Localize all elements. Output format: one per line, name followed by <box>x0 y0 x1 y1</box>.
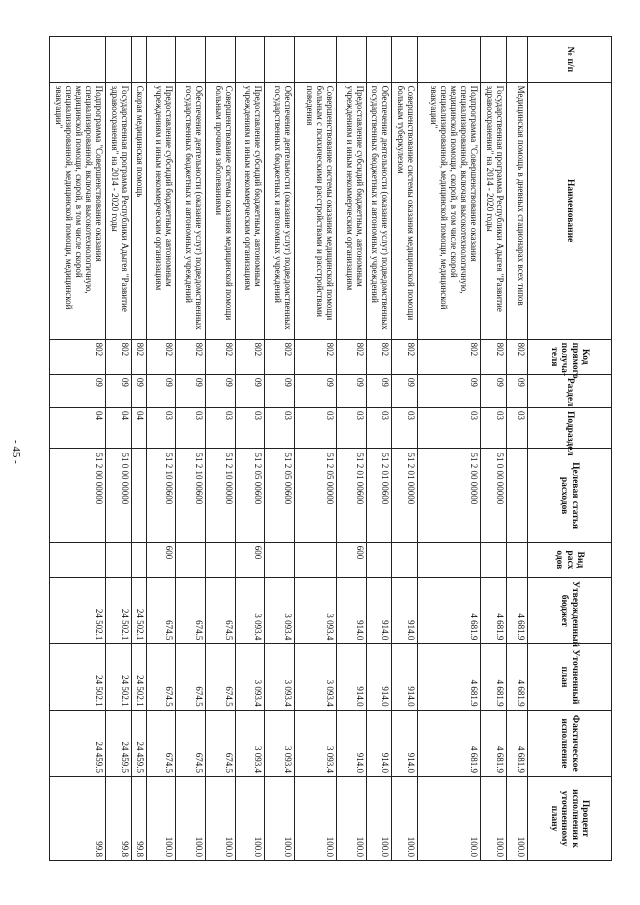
row-actual-execution: 914.0 <box>337 710 367 776</box>
row-refined-plan: 4 681.9 <box>506 644 527 710</box>
row-refined-plan: 3 093.4 <box>265 644 295 710</box>
table-row <box>50 37 106 861</box>
row-podrazdel: 03 <box>337 408 367 449</box>
row-expense-type <box>176 542 206 577</box>
row-name: Совершенствование системы оказания медицинской помощи больным туберкулезом <box>392 82 417 339</box>
row-no <box>265 37 295 83</box>
row-actual-execution: 674.5 <box>146 710 176 776</box>
row-podrazdel: 03 <box>294 408 336 449</box>
row-name: Предоставление субсидий бюджетным, автономным учреждениям и иным некоммерческим организациям <box>337 82 367 339</box>
row-percent: 99.8 <box>106 776 131 860</box>
row-code: 802 <box>506 339 527 374</box>
row-target-article: 51 2 01 00600 <box>337 449 367 542</box>
row-code: 802 <box>366 339 391 374</box>
row-no <box>481 37 506 83</box>
row-refined-plan: 4 681.9 <box>481 644 506 710</box>
header-razdel: Раздел <box>528 374 612 407</box>
row-razdel: 09 <box>235 374 265 407</box>
row-no <box>50 37 106 83</box>
row-approved-budget: 914.0 <box>337 577 367 643</box>
row-razdel: 09 <box>392 374 417 407</box>
row-approved-budget: 914.0 <box>392 577 417 643</box>
row-podrazdel: 04 <box>106 408 131 449</box>
table-row <box>366 37 391 861</box>
table-row <box>392 37 417 861</box>
row-name: Государственная программа Республики Адыгея "Развитие здравоохранения" на 2014 - 2020 годы <box>106 82 131 339</box>
row-target-article: 51 2 10 00600 <box>146 449 176 542</box>
row-no <box>392 37 417 83</box>
row-razdel: 09 <box>337 374 367 407</box>
row-approved-budget: 674.5 <box>146 577 176 643</box>
row-approved-budget: 674.5 <box>176 577 206 643</box>
row-podrazdel: 03 <box>366 408 391 449</box>
row-name: Предоставление субсидий бюджетным, автономным учреждениям и иным некоммерческим организациям <box>146 82 176 339</box>
row-refined-plan: 3 093.4 <box>294 644 336 710</box>
row-podrazdel: 03 <box>205 408 235 449</box>
row-actual-execution: 3 093.4 <box>294 710 336 776</box>
row-no <box>506 37 527 83</box>
row-expense-type <box>506 542 527 577</box>
row-approved-budget: 4 681.9 <box>417 577 481 643</box>
row-actual-execution: 4 681.9 <box>481 710 506 776</box>
header-name: Наименование <box>528 82 612 339</box>
row-percent: 100.0 <box>265 776 295 860</box>
row-razdel: 09 <box>131 374 146 407</box>
header-approved-budget: Утвержденный бюджет <box>528 577 612 643</box>
row-name: Обеспечение деятельности (оказание услуг) подведомственных государственных бюджетных и автономных учреждений <box>176 82 206 339</box>
row-no <box>146 37 176 83</box>
row-name: Обеспечение деятельности (оказание услуг) подведомственных государственных бюджетных и автономных учреждений <box>265 82 295 339</box>
row-code: 802 <box>205 339 235 374</box>
row-code: 802 <box>417 339 481 374</box>
row-approved-budget: 914.0 <box>366 577 391 643</box>
header-expense-type: Вид расх одов <box>528 542 612 577</box>
row-code: 802 <box>131 339 146 374</box>
row-no <box>337 37 367 83</box>
row-name: Совершенствование системы оказания медицинской помощи больным с психическими расстройствами и расстройствами поведения <box>294 82 336 339</box>
row-approved-budget: 24 502.1 <box>106 577 131 643</box>
row-target-article: 51 2 01 00600 <box>366 449 391 542</box>
header-target-article: Целевая статья расходов <box>528 449 612 542</box>
row-expense-type <box>106 542 131 577</box>
row-percent: 100.0 <box>392 776 417 860</box>
row-podrazdel: 03 <box>265 408 295 449</box>
row-code: 802 <box>481 339 506 374</box>
row-target-article <box>131 449 146 542</box>
row-expense-type <box>131 542 146 577</box>
table-row <box>146 37 176 861</box>
row-name: Государственная программа Республики Адыгея "Развитие здравоохранения" на 2014 - 2020 годы <box>481 82 506 339</box>
row-no <box>176 37 206 83</box>
row-no <box>106 37 131 83</box>
row-no <box>294 37 336 83</box>
row-expense-type: 600 <box>337 542 367 577</box>
table-row <box>265 37 295 861</box>
row-razdel: 09 <box>146 374 176 407</box>
row-no <box>205 37 235 83</box>
row-name: Совершенствование системы оказания медицинской помощи больным прочими заболеваниями <box>205 82 235 339</box>
row-razdel: 09 <box>294 374 336 407</box>
table-row <box>417 37 481 861</box>
row-expense-type <box>481 542 506 577</box>
row-actual-execution: 24 459.5 <box>131 710 146 776</box>
row-actual-execution: 914.0 <box>392 710 417 776</box>
row-code: 802 <box>337 339 367 374</box>
row-code: 802 <box>294 339 336 374</box>
row-razdel: 09 <box>205 374 235 407</box>
header-podrazdel: Подраздел <box>528 408 612 449</box>
row-refined-plan: 24 502.1 <box>106 644 131 710</box>
row-razdel: 09 <box>417 374 481 407</box>
row-refined-plan: 674.5 <box>146 644 176 710</box>
table-row <box>506 37 527 861</box>
budget-table <box>49 36 612 861</box>
row-name: Предоставление субсидий бюджетным, автономным учреждениям и иным некоммерческим организациям <box>235 82 265 339</box>
row-target-article: 51 2 10 00000 <box>205 449 235 542</box>
row-podrazdel: 03 <box>235 408 265 449</box>
row-expense-type <box>366 542 391 577</box>
row-refined-plan: 914.0 <box>366 644 391 710</box>
row-target-article: 51 2 05 00000 <box>294 449 336 542</box>
row-actual-execution: 674.5 <box>205 710 235 776</box>
row-approved-budget: 674.5 <box>205 577 235 643</box>
row-expense-type <box>392 542 417 577</box>
table-row <box>106 37 131 861</box>
row-approved-budget: 3 093.4 <box>294 577 336 643</box>
row-refined-plan: 4 681.9 <box>417 644 481 710</box>
row-actual-execution: 4 681.9 <box>417 710 481 776</box>
row-podrazdel: 03 <box>146 408 176 449</box>
row-no <box>235 37 265 83</box>
row-refined-plan: 24 502.1 <box>50 644 106 710</box>
row-expense-type <box>294 542 336 577</box>
row-razdel: 09 <box>481 374 506 407</box>
row-percent: 100.0 <box>205 776 235 860</box>
header-code: Код прямого получа-теля <box>528 339 612 374</box>
row-target-article: 51 2 01 00000 <box>392 449 417 542</box>
row-podrazdel: 03 <box>417 408 481 449</box>
row-podrazdel: 03 <box>506 408 527 449</box>
table-row <box>235 37 265 861</box>
row-target-article: 51 2 05 00600 <box>235 449 265 542</box>
row-code: 802 <box>265 339 295 374</box>
row-target-article: 51 0 00 00000 <box>481 449 506 542</box>
row-no <box>131 37 146 83</box>
table-row <box>131 37 146 861</box>
row-no <box>366 37 391 83</box>
row-target-article: 51 0 00 00000 <box>106 449 131 542</box>
row-actual-execution: 3 093.4 <box>265 710 295 776</box>
row-target-article: 51 2 00 00000 <box>417 449 481 542</box>
row-percent: 100.0 <box>146 776 176 860</box>
row-target-article: 51 2 00 00000 <box>50 449 106 542</box>
row-code: 802 <box>50 339 106 374</box>
table-row <box>176 37 206 861</box>
row-actual-execution: 24 459.5 <box>106 710 131 776</box>
row-refined-plan: 3 093.4 <box>235 644 265 710</box>
row-percent: 100.0 <box>366 776 391 860</box>
row-expense-type <box>265 542 295 577</box>
row-code: 802 <box>235 339 265 374</box>
row-refined-plan: 674.5 <box>205 644 235 710</box>
table-header-row <box>528 37 612 861</box>
row-code: 802 <box>392 339 417 374</box>
row-actual-execution: 3 093.4 <box>235 710 265 776</box>
row-podrazdel: 04 <box>131 408 146 449</box>
row-razdel: 09 <box>176 374 206 407</box>
row-expense-type <box>205 542 235 577</box>
header-refined-plan: Уточненный план <box>528 644 612 710</box>
row-razdel: 09 <box>366 374 391 407</box>
table-row <box>294 37 336 861</box>
row-razdel: 09 <box>106 374 131 407</box>
row-podrazdel: 03 <box>392 408 417 449</box>
row-podrazdel: 04 <box>50 408 106 449</box>
row-expense-type <box>50 542 106 577</box>
table-row <box>481 37 506 861</box>
row-refined-plan: 674.5 <box>176 644 206 710</box>
row-percent: 100.0 <box>294 776 336 860</box>
header-no: № п/п <box>528 37 612 83</box>
header-actual-execution: Фактическое исполнение <box>528 710 612 776</box>
row-actual-execution: 24 459.5 <box>50 710 106 776</box>
row-name: Подпрограмма "Совершенствование оказания специализированной, включая высокотехнологичную, медицинской помощи, скорой, в том числе скорой специализированной, медицинской помощи, медицинской эвакуации" <box>417 82 481 339</box>
row-actual-execution: 4 681.9 <box>506 710 527 776</box>
row-name: Подпрограмма "Совершенствование оказания специализированной, включая высокотехнологичную, медицинской помощи, скорой, в том числе скорой специализированной, медицинской помощи, медицинской эвакуации" <box>50 82 106 339</box>
row-percent: 99.8 <box>131 776 146 860</box>
row-percent: 100.0 <box>506 776 527 860</box>
row-razdel: 09 <box>506 374 527 407</box>
header-percent: Процент исполнения к уточненному плану <box>528 776 612 860</box>
row-percent: 100.0 <box>337 776 367 860</box>
row-target-article: 51 2 05 00600 <box>265 449 295 542</box>
row-percent: 99.8 <box>50 776 106 860</box>
row-actual-execution: 674.5 <box>176 710 206 776</box>
page-number: - 45 - <box>10 440 22 464</box>
row-code: 802 <box>176 339 206 374</box>
row-name: Обеспечение деятельности (оказание услуг) подведомственных государственных бюджетных и автономных учреждений <box>366 82 391 339</box>
row-approved-budget: 4 681.9 <box>481 577 506 643</box>
row-approved-budget: 3 093.4 <box>235 577 265 643</box>
row-name: Скорая медицинская помощь <box>131 82 146 339</box>
row-razdel: 09 <box>265 374 295 407</box>
row-code: 802 <box>106 339 131 374</box>
row-expense-type: 600 <box>235 542 265 577</box>
row-approved-budget: 4 681.9 <box>506 577 527 643</box>
row-expense-type <box>417 542 481 577</box>
row-podrazdel: 03 <box>481 408 506 449</box>
table-row <box>205 37 235 861</box>
row-percent: 100.0 <box>176 776 206 860</box>
row-code: 802 <box>146 339 176 374</box>
row-percent: 100.0 <box>235 776 265 860</box>
row-expense-type: 600 <box>146 542 176 577</box>
row-approved-budget: 3 093.4 <box>265 577 295 643</box>
row-approved-budget: 24 502.1 <box>50 577 106 643</box>
rotated-table-container <box>49 36 612 861</box>
row-no <box>417 37 481 83</box>
row-actual-execution: 914.0 <box>366 710 391 776</box>
row-percent: 100.0 <box>481 776 506 860</box>
row-percent: 100.0 <box>417 776 481 860</box>
row-refined-plan: 24 502.1 <box>131 644 146 710</box>
row-refined-plan: 914.0 <box>337 644 367 710</box>
row-target-article <box>506 449 527 542</box>
row-name: Медицинская помощь в дневных стационарах всех типов <box>506 82 527 339</box>
row-target-article: 51 2 10 00600 <box>176 449 206 542</box>
row-refined-plan: 914.0 <box>392 644 417 710</box>
table-row <box>337 37 367 861</box>
row-approved-budget: 24 502.1 <box>131 577 146 643</box>
row-podrazdel: 03 <box>176 408 206 449</box>
row-razdel: 09 <box>50 374 106 407</box>
